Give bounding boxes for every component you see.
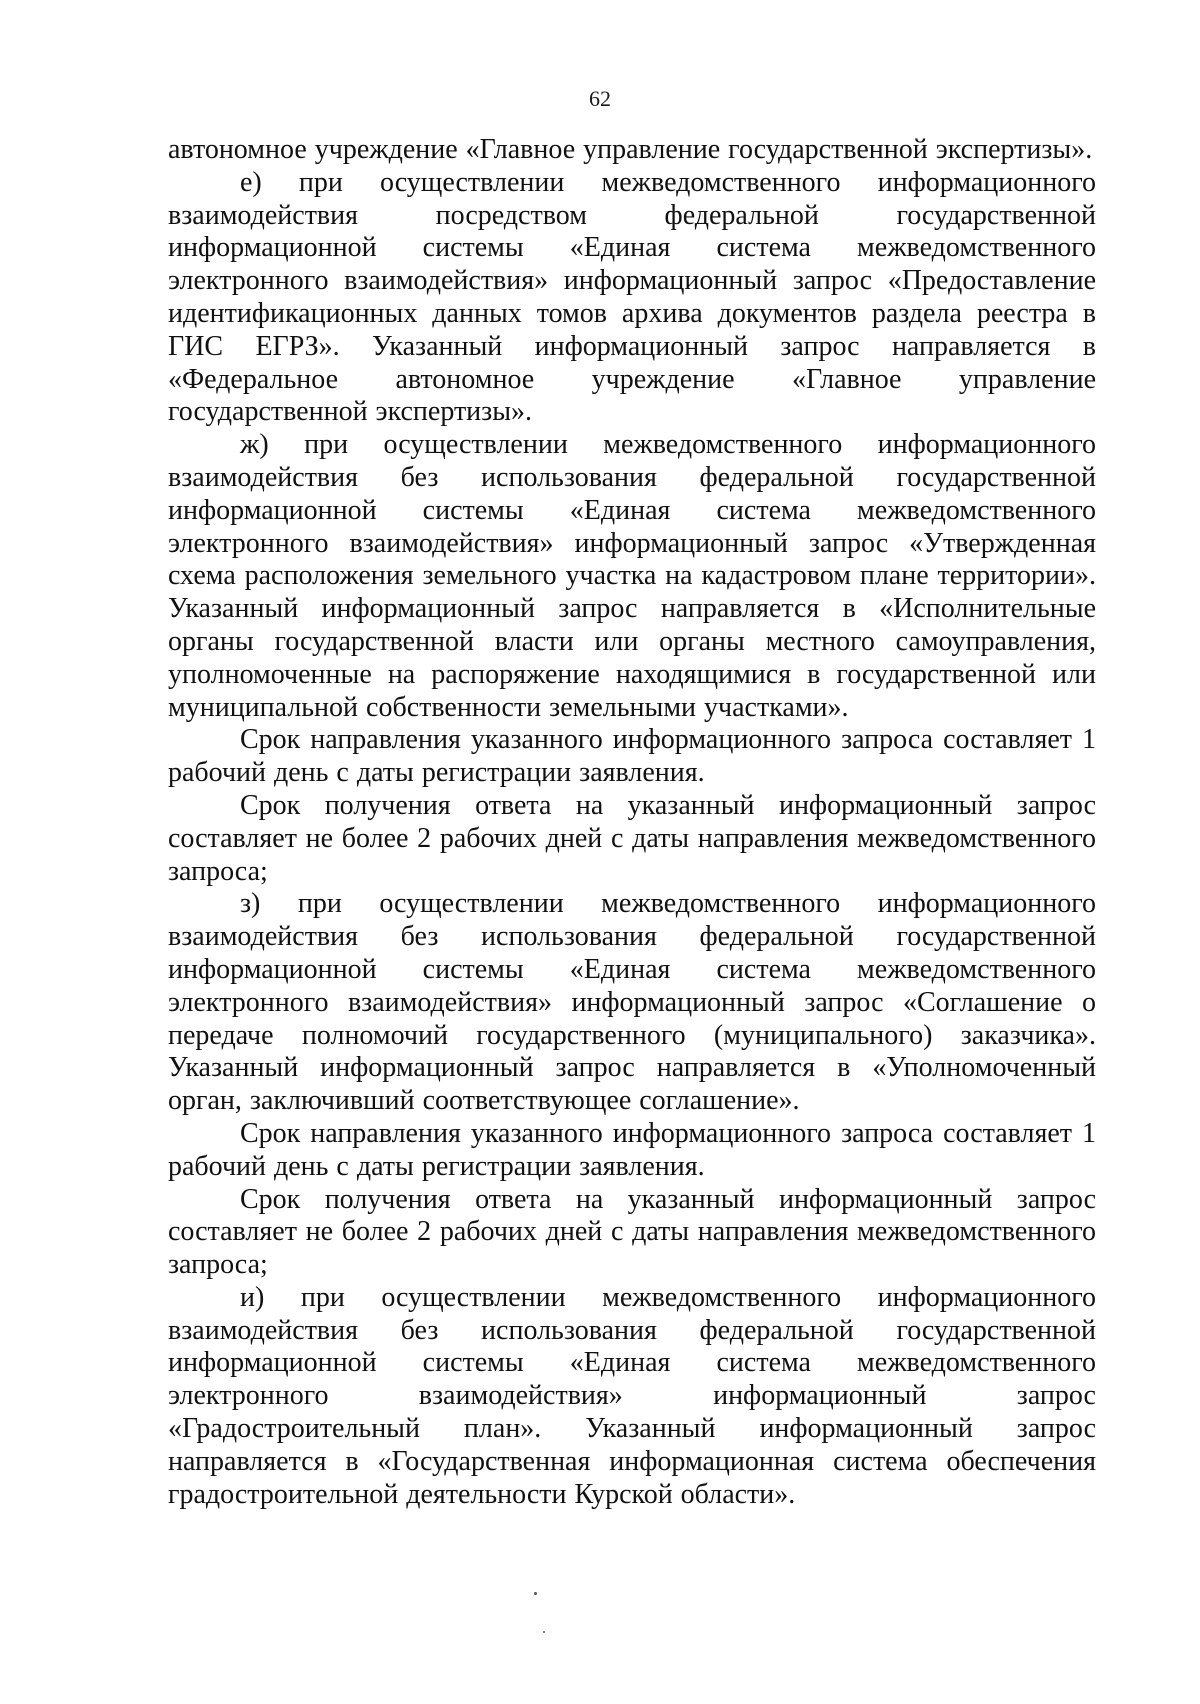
paragraph-deadline-response: Срок получения ответа на указанный информационный запрос составляет не более 2 рабочих дней с даты направления межведомственного запроса;: [168, 1183, 1096, 1281]
paragraph-item-z: з) при осуществлении межведомственного информационного взаимодействия без использования федеральной государственной информационной системы «Единая система межведомственного электронного взаимодействия» информационный запрос «Соглашение о передаче полномочий государственного (муниципального) заказчика». Указанный информационный запрос направляется в «Уполномоченный орган, заключивший соответствующее соглашение».: [168, 888, 1096, 1117]
page-number: 62: [589, 86, 611, 111]
paragraph-deadline-send: Срок направления указанного информационного запроса составляет 1 рабочий день с даты регистрации заявления.: [168, 1117, 1096, 1182]
scan-speck: [534, 1592, 537, 1595]
paragraph-item-e: е) при осуществлении межведомственного информационного взаимодействия посредством федеральной государственной информационной системы «Единая система межведомственного электронного взаимодействия» информационный запрос «Предоставление идентификационных данных томов архива документов раздела реестра в ГИС ЕГРЗ». Указанный информационный запрос направляется в «Федеральное автономное учреждение «Главное управление государственной экспертизы».: [168, 166, 1096, 428]
document-body: [168, 134, 1096, 1511]
scan-speck: [543, 1631, 545, 1633]
paragraph-continuation: автономное учреждение «Главное управление государственной экспертизы».: [168, 134, 1093, 165]
paragraph-item-zh: ж) при осуществлении межведомственного информационного взаимодействия без использования федеральной государственной информационной системы «Единая система межведомственного электронного взаимодействия» информационный запрос «Утвержденная схема расположения земельного участка на кадастровом плане территории». Указанный информационный запрос направляется в «Исполнительные органы государственной власти или органы местного самоуправления, уполномоченные на распоряжение находящимися в государственной или муниципальной собственности земельными участками».: [168, 429, 1096, 723]
paragraph-deadline-response: Срок получения ответа на указанный информационный запрос составляет не более 2 рабочих дней с даты направления межведомственного запроса;: [168, 789, 1096, 887]
paragraph-item-i: и) при осуществлении межведомственного информационного взаимодействия без использования федеральной государственной информационной системы «Единая система межведомственного электронного взаимодействия» информационный запрос «Градостроительный план». Указанный информационный запрос направляется в «Государственная информационная система обеспечения градостроительной деятельности Курской области».: [168, 1281, 1096, 1510]
paragraph-deadline-send: Срок направления указанного информационного запроса составляет 1 рабочий день с даты регистрации заявления.: [168, 724, 1096, 789]
